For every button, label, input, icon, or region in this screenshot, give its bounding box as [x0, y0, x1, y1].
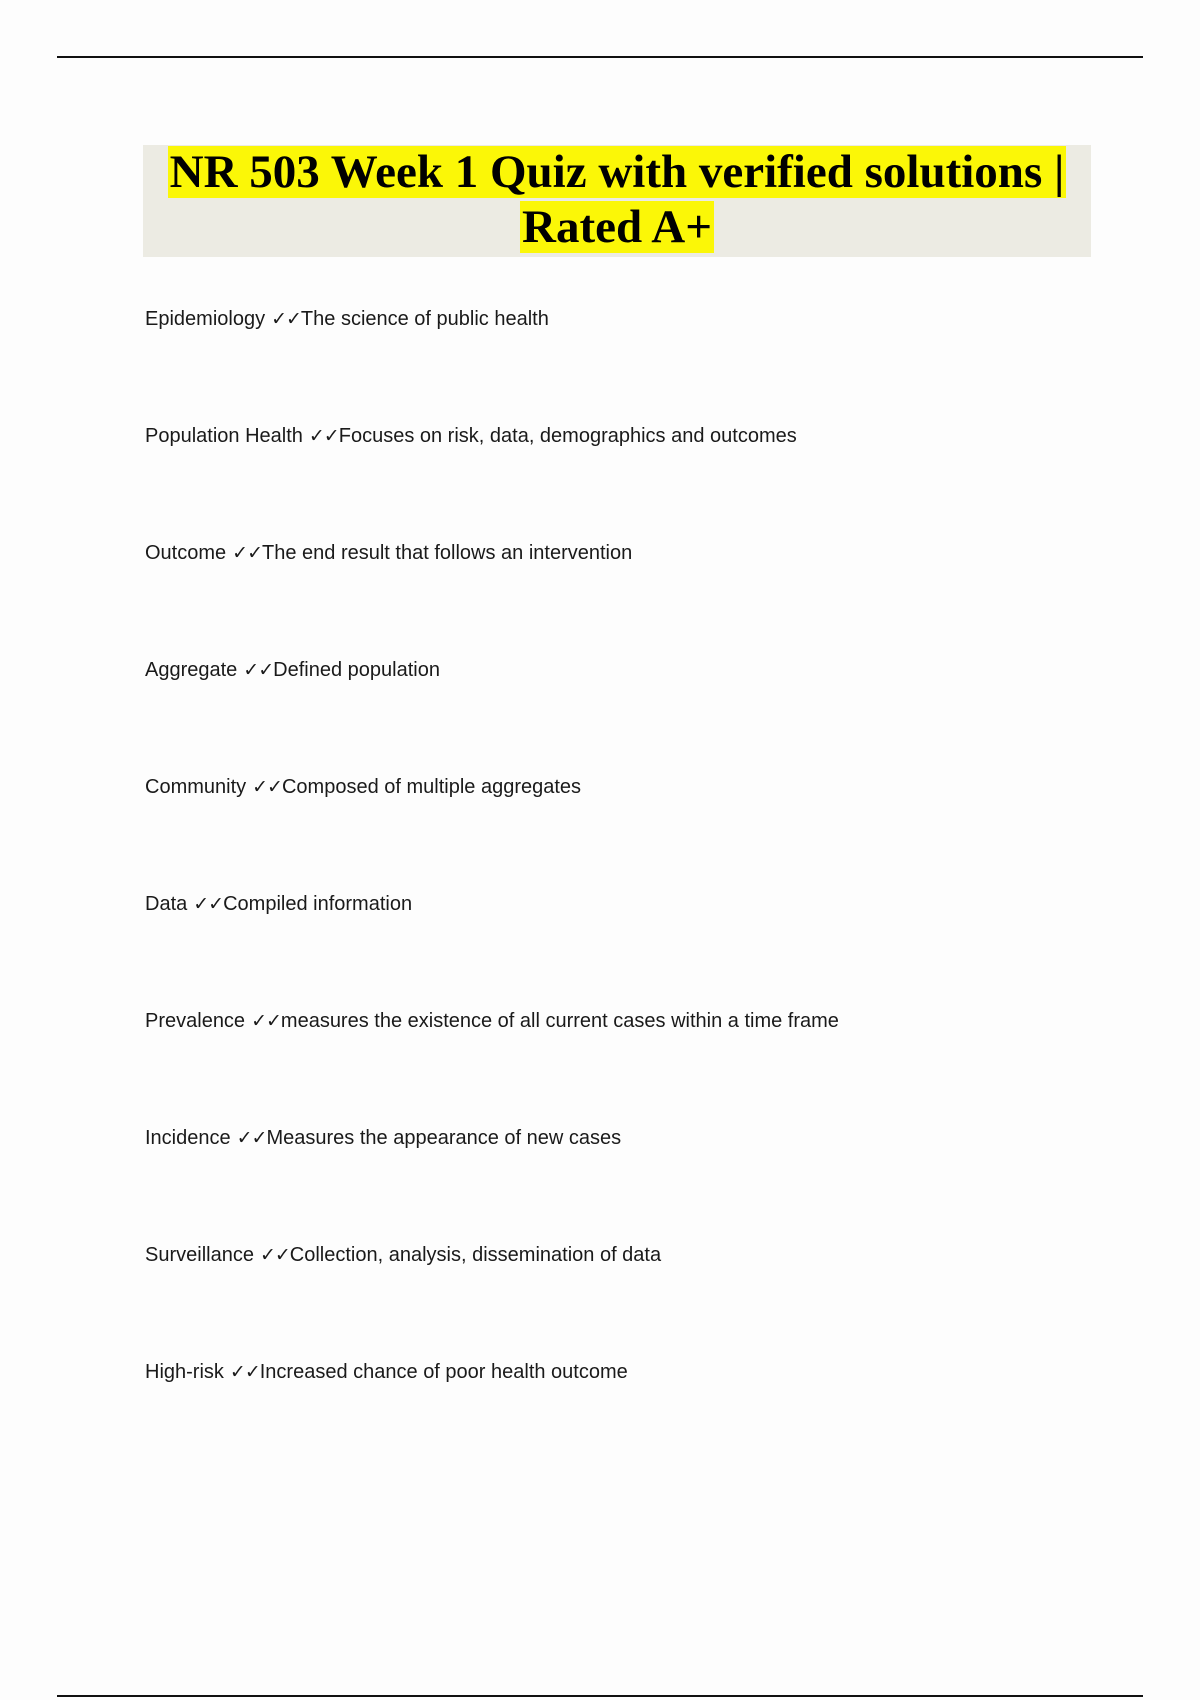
list-item: [145, 1238, 1095, 1355]
definition: Focuses on risk, data, demographics and outcomes: [338, 425, 797, 447]
term: Data: [145, 893, 188, 915]
definition: measures the existence of all current cases within a time frame: [280, 1010, 839, 1032]
double-check-icon: ✓✓: [229, 1361, 260, 1383]
definition: Composed of multiple aggregates: [281, 776, 582, 798]
list-item: [145, 1355, 1095, 1472]
double-check-icon: ✓✓: [308, 425, 339, 447]
definition: The end result that follows an intervention: [262, 542, 633, 564]
definition: Compiled information: [223, 893, 413, 915]
flashcard-list: [145, 302, 1095, 1472]
definition: The science of public health: [300, 308, 549, 330]
double-check-icon: ✓✓: [243, 659, 274, 681]
double-check-icon: ✓✓: [232, 542, 262, 564]
double-check-icon: ✓✓: [193, 893, 224, 915]
term: Outcome: [145, 542, 227, 564]
term: Incidence: [145, 1127, 231, 1149]
list-item: [145, 887, 1095, 1004]
definition: Collection, analysis, dissemination of data: [289, 1244, 662, 1266]
term: Aggregate: [145, 659, 238, 681]
definition: Measures the appearance of new cases: [266, 1127, 622, 1149]
definition: Defined population: [273, 659, 440, 681]
term: Community: [145, 776, 247, 798]
double-check-icon: ✓✓: [271, 308, 301, 330]
list-item: [145, 419, 1095, 536]
term: High-risk: [145, 1361, 224, 1383]
list-item: [145, 1121, 1095, 1238]
document-title: NR 503 Week 1 Quiz with verified solutions | Rated A+: [169, 146, 1065, 253]
title-banner: [143, 145, 1091, 257]
double-check-icon: ✓✓: [251, 1010, 281, 1032]
double-check-icon: ✓✓: [259, 1244, 290, 1266]
list-item: [145, 653, 1095, 770]
definition: Increased chance of poor health outcome: [259, 1361, 628, 1383]
term: Surveillance: [145, 1244, 254, 1266]
term: Epidemiology: [145, 308, 266, 330]
list-item: [145, 302, 1095, 419]
term: Population Health: [145, 425, 303, 447]
list-item: [145, 770, 1095, 887]
footer-rule: [57, 1695, 1143, 1697]
list-item: [145, 536, 1095, 653]
double-check-icon: ✓✓: [236, 1127, 267, 1149]
term: Prevalence: [145, 1010, 246, 1032]
double-check-icon: ✓✓: [252, 776, 282, 798]
header-rule: [57, 56, 1143, 58]
list-item: [145, 1004, 1095, 1121]
